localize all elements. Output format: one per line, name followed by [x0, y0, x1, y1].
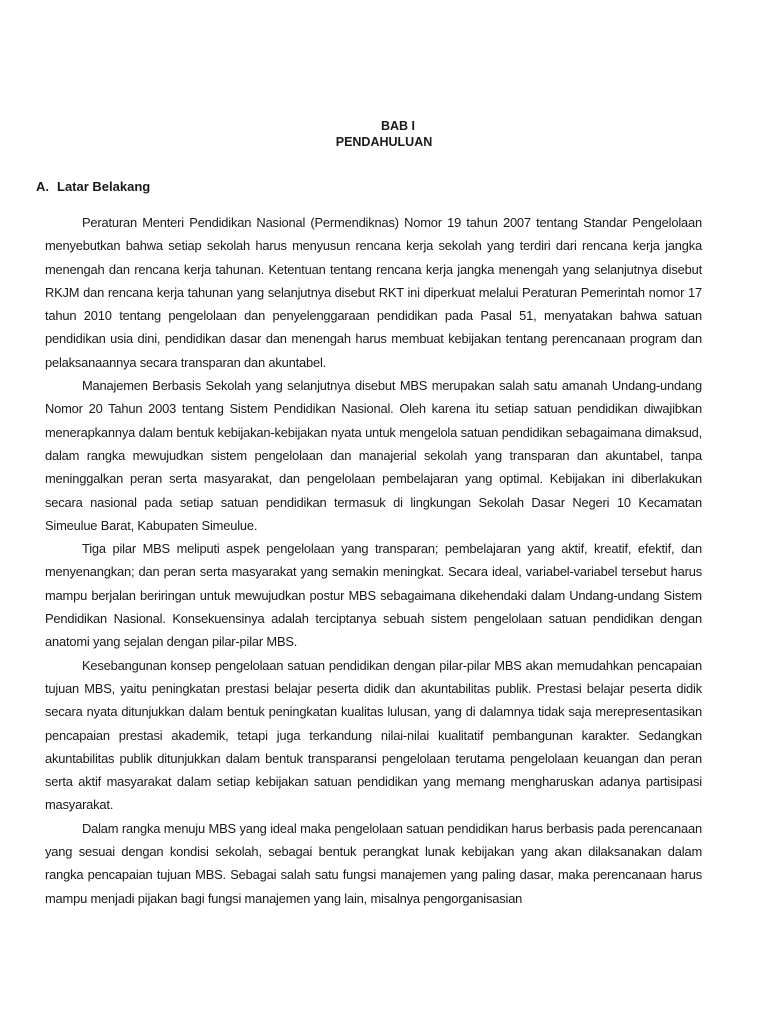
paragraph: Peraturan Menteri Pendidikan Nasional (Permendiknas) Nomor 19 tahun 2007 tentang Standar Pengelolaan menyebutkan bahwa setiap sekolah harus menyusun rencana kerja sekolah yang terdiri dari rencana kerja jangka menengah dan rencana kerja tahunan. Ketentuan tentang rencana kerja jangka menengah yang selanjutnya disebut RKJM dan rencana kerja tahunan yang selanjutnya disebut RKT ini diperkuat melalui Peraturan Pemerintah nomor 17 tahun 2010 tentang pengelolaan dan penyelenggaraan pendidikan pada Pasal 51, menyatakan bahwa satuan pendidikan usia dini, pendidikan dasar dan menengah harus membuat kebijakan tentang perencanaan program dan pelaksanaannya secara transparan dan akuntabel.	[45, 215, 702, 370]
paragraph: Tiga pilar MBS meliputi aspek pengelolaan yang transparan; pembelajaran yang aktif, kreatif, efektif, dan menyenangkan; dan peran serta masyarakat yang semakin meningkat. Secara ideal, variabel-variabel tersebut harus mampu berjalan beriringan untuk mewujudkan postur MBS sebagaimana dikehendaki dalam Undang-undang Sistem Pendidikan Nasional. Konsekuensinya adalah terciptanya sebuah sistem pengelolaan satuan pendidikan dengan anatomi yang sejalan dengan pilar-pilar MBS.	[45, 541, 702, 650]
paragraph: Kesebangunan konsep pengelolaan satuan pendidikan dengan pilar-pilar MBS akan memudahkan pencapaian tujuan MBS, yaitu peningkatan prestasi belajar peserta didik dan akuntabilitas publik. Prestasi belajar peserta didik secara nyata ditunjukkan dalam bentuk peningkatan kualitas lulusan, yang di dalamnya tidak saja merepresentasikan pencapaian prestasi akademik, tetapi juga terkandung nilai-nilai kualitatif pembangunan karakter. Sedangkan akuntabilitas publik ditunjukkan dalam bentuk transparansi pengelolaan terutama pengelolaan keuangan dan peran serta aktif masyarakat dalam setiap kebijakan satuan pendidikan yang memang mengharuskan adanya partisipasi masyarakat.	[45, 657, 702, 813]
section-title: Latar Belakang	[57, 179, 151, 194]
section-letter: A.	[36, 179, 49, 194]
chapter-title	[0, 118, 768, 150]
paragraph: Manajemen Berbasis Sekolah yang selanjutnya disebut MBS merupakan salah satu amanah Undang-undang Nomor 20 Tahun 2003 tentang Sistem Pendidikan Nasional. Oleh karena itu setiap satuan pendidikan diwajibkan menerapkannya dalam bentuk kebijakan-kebijakan nyata untuk mengelola satuan pendidikan sebagaimana dimaksud, dalam rangka mewujudkan sistem pengelolaan dan manajerial sekolah yang transparan dan akuntabel, tanpa meninggalkan peran serta masyarakat, dan pengelolaan pembelajaran yang optimal. Kebijakan ini diberlakukan secara nasional pada setiap satuan pendidikan termasuk di lingkungan Sekolah Dasar Negeri 10 Kecamatan Simeulue Barat, Kabupaten Simeulue.	[45, 378, 702, 533]
body-text	[45, 211, 702, 910]
paragraph: Dalam rangka menuju MBS yang ideal maka pengelolaan satuan pendidikan harus berbasis pada perencanaan yang sesuai dengan kondisi sekolah, sebagai bentuk perangkat lunak kebijakan yang akan dilaksanakan dalam rangka pencapaian tujuan MBS. Sebagai salah satu fungsi manajemen yang paling dasar, maka perencanaan harus mampu menjadi pijakan bagi fungsi manajemen yang lain, misalnya pengorganisasian	[45, 820, 702, 906]
chapter-name: PENDAHULUAN	[335, 135, 433, 149]
chapter-number: BAB I	[380, 119, 416, 133]
section-heading	[36, 178, 150, 196]
